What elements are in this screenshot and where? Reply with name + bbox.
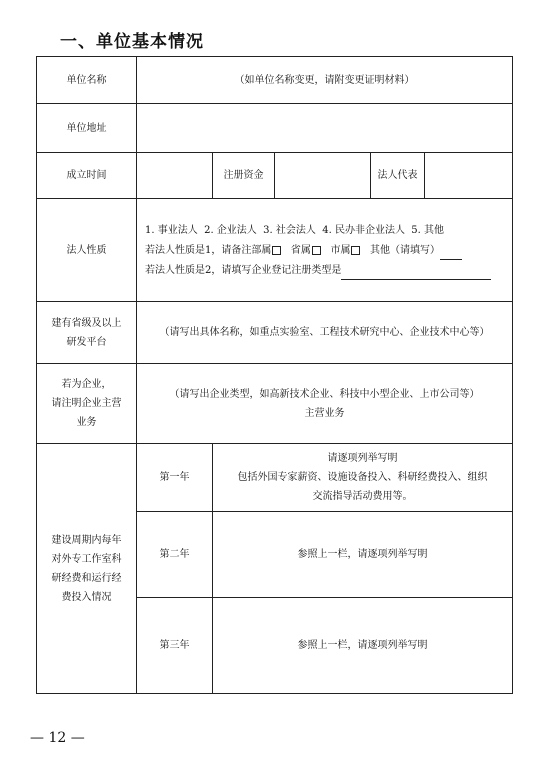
unit-name-label: 单位名称 (37, 57, 137, 104)
nature-2-prompt: 若法人性质是2，请填写企业登记注册类型是 (145, 264, 342, 276)
option-city: 市属 (330, 244, 351, 256)
founded-date-label: 成立时间 (37, 153, 137, 199)
section-heading: 一、单位基本情况 (60, 32, 204, 52)
legal-nature-line3 (145, 260, 508, 280)
nature-1-prompt: 若法人性质是1，请备注部属 (145, 244, 272, 256)
unit-address-label: 单位地址 (37, 104, 137, 153)
option-province: 省属 (290, 244, 311, 256)
year-2-label: 第二年 (137, 512, 213, 598)
unit-info-form (36, 56, 513, 694)
year-3-label: 第三年 (137, 598, 213, 694)
rd-platform-field[interactable]: （请写出具体名称，如重点实验室、工程技术研究中心、企业技术中心等） (137, 302, 513, 364)
founded-date-field[interactable] (137, 153, 213, 199)
legal-nature-options: 1. 事业法人 2. 企业法人 3. 社会法人 4. 民办非企业法人 5. 其他 (145, 224, 445, 236)
rd-platform-label: 建有省级及以上 研发平台 (37, 302, 137, 364)
checkbox-city[interactable] (351, 246, 360, 255)
other-fill-line[interactable] (440, 240, 462, 260)
main-business-field[interactable]: （请写出企业类型，如高新技术企业、科技中小型企业、上市公司等） 主营业务 (137, 364, 513, 444)
checkbox-ministry[interactable] (272, 246, 281, 255)
registration-type-fill-line[interactable] (341, 260, 491, 280)
year-1-label: 第一年 (137, 444, 213, 512)
year-1-field[interactable]: 请逐项列举写明 包括外国专家薪资、设施设备投入、科研经费投入、组织 交流指导活动费用等。 (213, 444, 513, 512)
checkbox-province[interactable] (312, 246, 321, 255)
page-number: — 12 — (30, 730, 85, 746)
registered-capital-label: 注册资金 (213, 153, 275, 199)
legal-nature-label: 法人性质 (37, 199, 137, 302)
unit-name-field[interactable]: （如单位名称变更，请附变更证明材料） (137, 57, 513, 104)
legal-nature-field[interactable] (137, 199, 513, 302)
legal-rep-field[interactable] (425, 153, 513, 199)
unit-address-field[interactable] (137, 104, 513, 153)
legal-rep-label: 法人代表 (371, 153, 425, 199)
year-3-field[interactable]: 参照上一栏，请逐项列举写明 (213, 598, 513, 694)
legal-nature-line2 (145, 240, 508, 260)
main-business-label: 若为企业， 请注明企业主营 业务 (37, 364, 137, 444)
year-2-field[interactable]: 参照上一栏，请逐项列举写明 (213, 512, 513, 598)
registered-capital-field[interactable] (275, 153, 371, 199)
investment-label: 建设周期内每年 对外专工作室科 研经费和运行经 费投入情况 (37, 444, 137, 694)
option-other: 其他（请填写） (370, 244, 441, 256)
